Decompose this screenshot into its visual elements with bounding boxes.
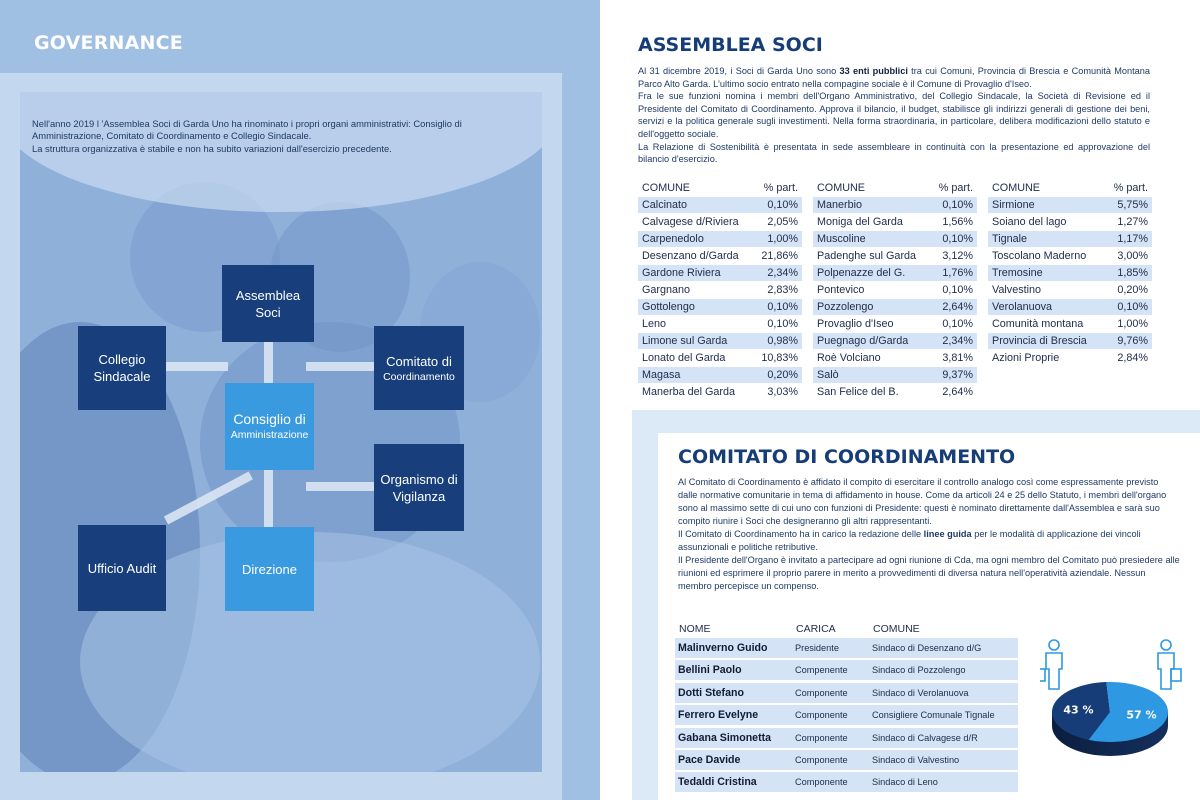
header-comune: COMUNE (817, 182, 865, 194)
comune-pct: 21,86% (761, 250, 798, 262)
table-row (988, 282, 1152, 298)
table-row (813, 197, 977, 213)
header-part: % part. (1113, 182, 1148, 194)
table-row (988, 350, 1152, 366)
table-header (988, 180, 1152, 197)
intro-paragraph: La struttura organizzativa è stabile e non ha subito variazioni dall'esercizio precedente. (32, 142, 392, 154)
table-row (638, 384, 802, 400)
comune-pct: 2,83% (767, 284, 798, 296)
comune-name: Provaglio d'Iseo (817, 318, 894, 330)
comune-pct: 0,10% (767, 301, 798, 313)
pie-label-female: 43 % (1063, 703, 1094, 717)
committee-text (678, 476, 1180, 593)
comune-name: Tignale (992, 233, 1028, 245)
comune-name: Manerba del Garda (642, 386, 736, 398)
table-row (638, 299, 802, 315)
comune-pct: 0,10% (767, 199, 798, 211)
member-name: Bellini Paolo (678, 664, 742, 677)
comune-pct: 2,34% (767, 267, 798, 279)
comune-name: Roè Volciano (817, 352, 881, 364)
member-comune: Consigliere Comunale Tignale (872, 710, 995, 721)
comune-name: Padenghe sul Garda (817, 250, 917, 262)
member-role: Componente (795, 710, 848, 721)
assembly-paragraph: La Relazione di Sostenibilità è presentata in sede assembleare in continuità con la presentazione ed approvazione del bilancio d'esercizio. (638, 141, 1150, 165)
comune-name: Carpenedolo (642, 233, 704, 245)
comune-pct: 1,56% (942, 216, 973, 228)
org-connector (306, 362, 374, 371)
table-row (813, 333, 977, 349)
header-comune: COMUNE (642, 182, 690, 194)
pie-group (1052, 682, 1168, 756)
comune-pct: 0,10% (1117, 301, 1148, 313)
comune-name: Comunità montana (992, 318, 1084, 330)
table-row (675, 683, 1018, 703)
comune-name: Verolanuova (992, 301, 1053, 313)
table-row (813, 384, 977, 400)
table-row (638, 265, 802, 281)
comune-pct: 0,10% (942, 199, 973, 211)
comune-pct: 5,75% (1117, 199, 1148, 211)
comune-name: Puegnago d/Garda (817, 335, 909, 347)
table-header (638, 180, 802, 197)
assemblea-soci-box: Assemblea Soci (222, 265, 314, 342)
table-row (988, 333, 1152, 349)
table-row (638, 231, 802, 247)
member-role: Componente (795, 687, 848, 698)
comune-pct: 0,20% (1117, 284, 1148, 296)
comune-name: Manerbio (817, 199, 863, 211)
member-comune: Sindaco di Leno (872, 777, 938, 788)
consiglio-amministrazione-box: Consiglio di Amministrazione (225, 383, 314, 470)
table-row (638, 282, 802, 298)
comune-name: Muscoline (817, 233, 866, 245)
member-role: Presidente (795, 643, 839, 653)
comune-pct: 2,05% (767, 216, 798, 228)
comune-pct: 0,10% (942, 318, 973, 330)
organismo-vigilanza-box: Organismo di Vigilanza (374, 444, 464, 531)
table-row (988, 248, 1152, 264)
header-part: % part. (763, 182, 798, 194)
table-row (988, 265, 1152, 281)
comune-name: Gardone Riviera (642, 267, 721, 279)
comune-pct: 1,00% (1117, 318, 1148, 330)
table-row (813, 265, 977, 281)
pie-svg (1040, 636, 1200, 786)
comune-name: Limone sul Garda (642, 335, 728, 347)
committee-paragraph: Al Comitato di Coordinamento è affidato il compito di esercitare il controllo analogo così come espressamente previsto dalle normative comunitarie in tema di affidamento in house. Come da articoli 24 e 25 dello Statuto, i membri dell'organo sono al massimo sette di cui uno con funzioni di Presidente: questi è nominato direttamente dall'Assemblea e sarà suo compito riunire i Soci che designeranno gli altri rappresentanti. (678, 477, 1167, 526)
comune-pct: 3,00% (1117, 250, 1148, 262)
comune-name: Gottolengo (642, 301, 695, 313)
member-role: Componente (795, 754, 848, 765)
shareholders-table (638, 180, 802, 401)
governance-title: GOVERNANCE (34, 32, 183, 54)
member-comune: Sindaco di Calvagese d/R (872, 732, 978, 743)
collegio-sindacale-box: Collegio Sindacale (78, 326, 166, 410)
comune-pct: 1,00% (767, 233, 798, 245)
comune-pct: 3,12% (942, 250, 973, 262)
comune-name: Salò (817, 369, 839, 381)
table-row (813, 214, 977, 230)
comune-name: Lonato del Garda (642, 352, 726, 364)
comune-pct: 2,64% (942, 386, 973, 398)
member-name: Dotti Stefano (678, 686, 744, 699)
comune-pct: 1,85% (1117, 267, 1148, 279)
comune-name: Calcinato (642, 199, 688, 211)
comune-name: Tremosine (992, 267, 1043, 279)
comune-pct: 9,37% (942, 369, 973, 381)
comune-pct: 3,03% (767, 386, 798, 398)
table-row (638, 367, 802, 383)
table-row (638, 248, 802, 264)
intro-paragraph: Nell'anno 2019 l 'Assemblea Soci di Garda Uno ha rinominato i propri organi amministrativi: Consiglio di Amministrazione, Comitato di Coordinamento e Collegio Sindacale. (32, 118, 462, 142)
org-connector (306, 482, 374, 491)
table-row (638, 197, 802, 213)
comune-pct: 1,27% (1117, 216, 1148, 228)
comune-name: Pozzolengo (817, 301, 874, 313)
table-row (988, 316, 1152, 332)
table-row (813, 282, 977, 298)
comune-name: Desenzano d/Garda (642, 250, 739, 262)
comune-pct: 3,81% (942, 352, 973, 364)
member-role: Componente (795, 777, 848, 788)
male-person-icon (1158, 640, 1181, 689)
comune-pct: 0,98% (767, 335, 798, 347)
comune-name: San Felice del B. (817, 386, 899, 398)
gender-pie-chart (1040, 636, 1200, 786)
comune-name: Moniga del Garda (817, 216, 903, 228)
table-row (813, 367, 977, 383)
comune-name: Magasa (642, 369, 681, 381)
table-row (813, 231, 977, 247)
assembly-page (600, 0, 1200, 800)
member-comune: Sindaco di Verolanuova (872, 687, 969, 698)
comune-pct: 0,20% (767, 369, 798, 381)
comitato-coordinamento-box: Comitato di Coordinamento (374, 326, 464, 410)
comune-name: Leno (642, 318, 667, 330)
table-row (675, 750, 1018, 770)
comune-name: Soiano del lago (992, 216, 1067, 228)
member-name: Pace Davide (678, 753, 741, 766)
member-role: Componente (795, 732, 848, 743)
table-row (675, 772, 1018, 792)
table-row (638, 350, 802, 366)
comune-name: Toscolano Maderno (992, 250, 1087, 262)
comune-pct: 1,17% (1117, 233, 1148, 245)
committee-paragraph: Il Comitato di Coordinamento ha in carico la redazione delle linee guida per le modalità di applicazione dei vincoli assunzionali e politiche retributive. (678, 529, 1141, 552)
comune-name: Sirmione (992, 199, 1035, 211)
table-row (988, 197, 1152, 213)
comune-name: Calvagese d/Riviera (642, 216, 739, 228)
member-name: Malinverno Guido (678, 642, 768, 654)
table-row (988, 231, 1152, 247)
assembly-title: ASSEMBLEA SOCI (638, 34, 823, 56)
member-name: Gabana Simonetta (678, 731, 772, 744)
direzione-box: Direzione (225, 527, 314, 611)
committee-title: COMITATO DI COORDINAMENTO (678, 446, 1016, 468)
comune-pct: 2,34% (942, 335, 973, 347)
member-comune: Sindaco di Desenzano d/G (872, 643, 982, 653)
comune-name: Gargnano (642, 284, 691, 296)
assembly-paragraph: Fra le sue funzioni nomina i membri dell'Organo Amministrativo, del Collegio Sindacale, la Società di Revisione ed il Presidente del Comitato di Coordinamento. Approva il bilancio, il budget, stabilisce gli indirizzi generali di gestione dei beni, servizi e la politica generale sugli investimenti. Nella forma straordinaria, in particolare, delibera modificazioni dello statuto e dell'oggetto sociale. (638, 91, 1150, 139)
table-row (638, 316, 802, 332)
org-connector (166, 362, 228, 371)
comune-name: Azioni Proprie (992, 352, 1060, 364)
comune-name: Valvestino (992, 284, 1042, 296)
table-row (813, 316, 977, 332)
comune-pct: 0,10% (942, 284, 973, 296)
table-row (675, 728, 1018, 748)
committee-paragraph: Il Presidente dell'Organo è invitato a partecipare ad ogni riunione di Cda, ma ogni membro del Comitato può presiedere alle riunioni ed esprimere il proprio parere in merito a provvedimenti di diversa natura nell'operatività aziendale. Nessun membro percepisce un compenso. (678, 555, 1180, 591)
comune-pct: 9,76% (1117, 335, 1148, 347)
pie-label-male: 57 % (1126, 708, 1157, 722)
member-comune: Sindaco di Pozzolengo (872, 665, 966, 676)
comune-pct: 0,10% (942, 233, 973, 245)
comune-name: Polpenazze del G. (817, 267, 906, 279)
table-row (813, 299, 977, 315)
committee-members-table (675, 620, 1018, 795)
comune-name: Provincia di Brescia (992, 335, 1087, 347)
comune-pct: 0,10% (767, 318, 798, 330)
table-row (638, 214, 802, 230)
comune-pct: 1,76% (942, 267, 973, 279)
comune-pct: 10,83% (761, 352, 798, 364)
shareholders-table (813, 180, 977, 401)
assembly-text: Al 31 dicembre 2019, i Soci di Garda Uno sono 33 enti pubblici tra cui Comuni, Provincia di Brescia e Comunità Montana Parco Alto Garda. L'ultimo socio entrato nella compagine sociale è il Comune di Provaglio d'Iseo. Fra le sue funzioni nomina i membri dell'Organo Amministrativo, del Collegio Sindacale, la Società di Revisione ed il Presidente del Comitato di Coordinamento. Approva il bilancio, il budget, stabilisce gli indirizzi generali di gestione dei beni, servizi e la politica generale sugli investimenti. Nella forma straordinaria, in particolare, delibera modificazioni dello statuto e dell'oggetto sociale. La Relazione di Sostenibilità è presentata in sede assembleare in continuità con la presentazione ed approvazione del bilancio d'esercizio. (638, 66, 1150, 165)
comune-pct: 2,84% (1117, 352, 1148, 364)
header-part: % part. (938, 182, 973, 194)
female-person-icon (1040, 640, 1062, 689)
member-comune: Sindaco di Valvestino (872, 754, 960, 765)
comune-pct: 2,64% (942, 301, 973, 313)
table-row (813, 248, 977, 264)
members-header: NOME CARICA COMUNE (679, 623, 920, 635)
member-role: Compenente (795, 665, 848, 676)
ufficio-audit-box: Ufficio Audit (78, 525, 166, 611)
table-row (675, 705, 1018, 725)
table-row (675, 660, 1018, 680)
member-name: Ferrero Evelyne (678, 709, 759, 722)
header-comune: COMUNE (992, 182, 1040, 194)
table-row (638, 333, 802, 349)
table-row (988, 299, 1152, 315)
governance-intro (32, 118, 512, 155)
table-row (675, 638, 1018, 658)
table-row (988, 214, 1152, 230)
table-header (813, 180, 977, 197)
shareholders-table (988, 180, 1152, 367)
table-row (813, 350, 977, 366)
member-name: Tedaldi Cristina (678, 776, 757, 789)
comune-name: Pontevico (817, 284, 865, 296)
